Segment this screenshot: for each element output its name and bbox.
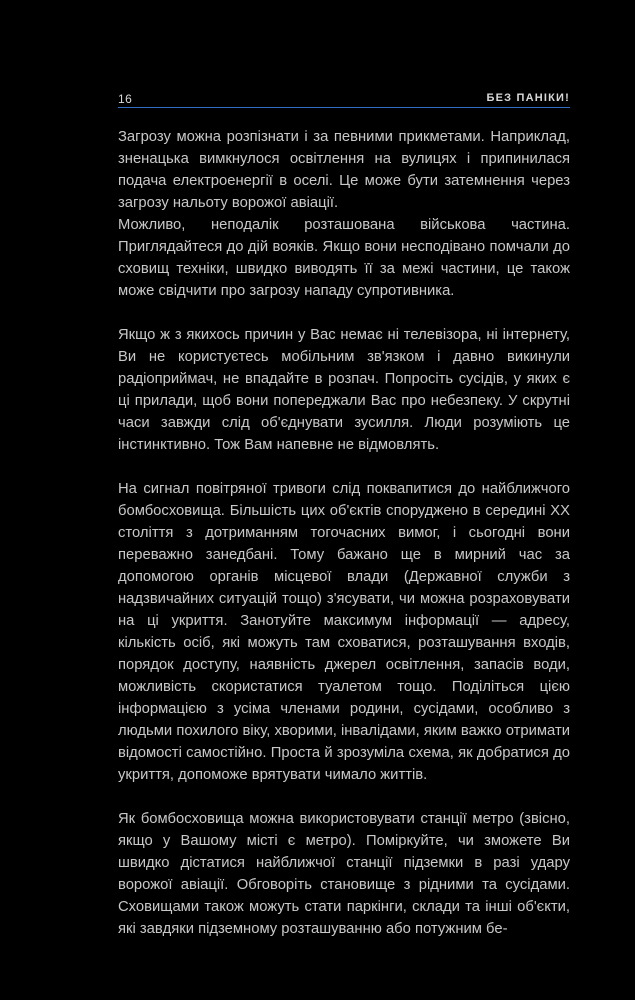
page-number: 16 xyxy=(118,92,133,106)
book-title: БЕЗ ПАНІКИ! xyxy=(486,92,570,104)
paragraph-threat-signs: Загрозу можна розпізнати і за певними прикметами. Наприклад, зненацька вимкнулося освітлення на вулицях і припинилася подача електроенергії в оселі. Це може бути затемнення через загрозу нальоту ворожої авіації. xyxy=(118,129,570,211)
paragraph-gap xyxy=(118,302,570,324)
paragraph-metro: Як бомбосховища можна використовувати станції метро (звісно, якщо у Вашому місті є метро). Поміркуйте, чи зможете Ви швидко дістатися найближчої станції підземки в разі удару ворожої авіації. Обговоріть становище з рідними та сусідами. Сховищами також можуть стати паркінги, склади та інші об'єкти, які завдяки підземному розташуванню або потужним бе- xyxy=(118,811,570,937)
running-head xyxy=(118,88,570,106)
header-rule xyxy=(118,107,570,108)
paragraph-gap xyxy=(118,456,570,478)
paragraph-bomb-shelter: На сигнал повітряної тривоги слід поквапитися до найближчого бомбосховища. Більшість цих об'єктів споруджено в середині XX століття з дотриманням тогочасних вимог, і сьогодні вони переважно занедбані. Тому бажано ще в мирний час за допомогою органів місцевої влади (Державної служби з надзвичайних ситуацій тощо) з'ясувати, чи можна розраховувати на ці укриття. Занотуйте максимум інформації — адресу, кількість осіб, які можуть там сховатися, розташування входів, порядок доступу, наявність джерел освітлення, запасів води, можливість скористатися туалетом тощо. Поділіться цією інформацією з усіма членами родини, сусідами, особливо з людьми похилого віку, хворими, інвалідами, яким важко отримати відомості самостійно. Проста й зрозуміла схема, як добратися до укриття, допоможе врятувати чимало життів. xyxy=(118,481,570,783)
paragraph-gap xyxy=(118,786,570,808)
paragraph-military-unit: Можливо, неподалік розташована військова частина. Приглядайтеся до дій вояків. Якщо вони несподівано помчали до сховищ техніки, швидко виводять її за межі частини, це також може свідчити про загрозу нападу супротивника. xyxy=(118,217,570,299)
paragraph-neighbors: Якщо ж з якихось причин у Вас немає ні телевізора, ні інтернету, Ви не користуєтесь мобільним зв'язком і давно викинули радіоприймач, не впадайте в розпач. Попросіть сусідів, у яких є ці прилади, щоб вони попереджали Вас про небезпеку. У скрутні часи завжди слід об'єднувати зусилля. Люди розуміють це інстинктивно. Тож Вам напевне не відмовлять. xyxy=(118,327,570,453)
body-text xyxy=(118,126,570,940)
